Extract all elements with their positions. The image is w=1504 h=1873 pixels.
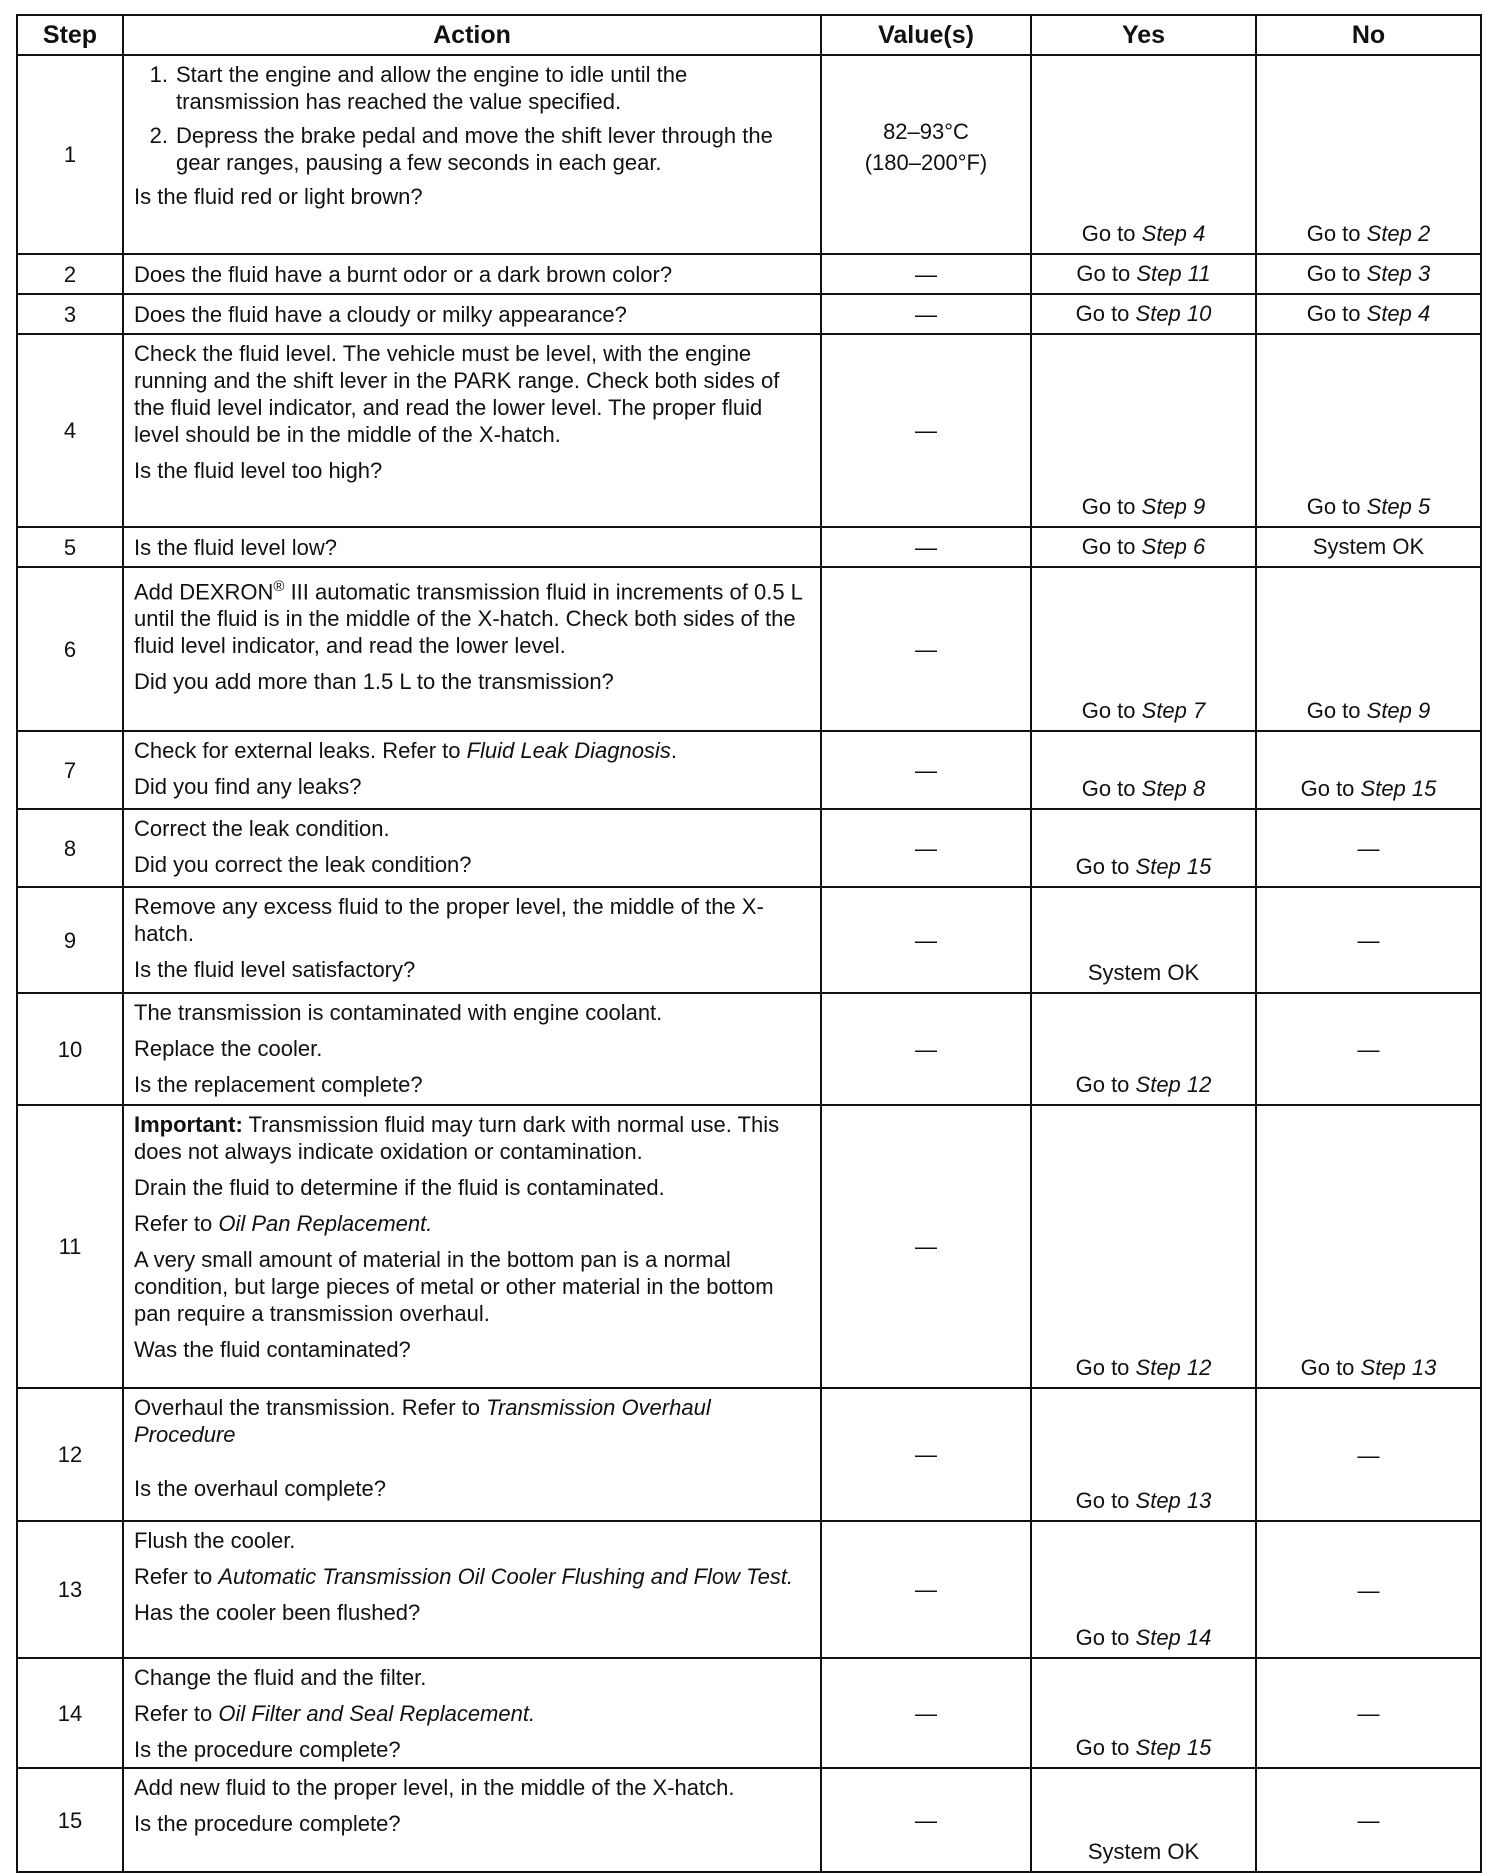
yes-step-number: 12	[1186, 1072, 1212, 1097]
go-to-link[interactable]	[1076, 1625, 1212, 1650]
yes-step-number: 9	[1193, 494, 1206, 519]
action-text	[134, 1563, 812, 1590]
value-dash: —	[821, 254, 1031, 294]
go-to-text: Go to	[1081, 221, 1142, 246]
yes-step-number: 12	[1186, 1355, 1212, 1380]
no-cell	[1256, 567, 1481, 731]
action-text	[134, 737, 812, 764]
action-question: Does the fluid have a burnt odor or a dark brown color?	[123, 254, 821, 294]
header-row	[17, 15, 1481, 55]
action-question: Is the overhaul complete?	[134, 1476, 386, 1501]
header-action: Action	[123, 15, 821, 55]
yes-system-ok: System OK	[1031, 1768, 1256, 1872]
go-to-link[interactable]	[1307, 301, 1431, 326]
yes-step-number: 8	[1193, 776, 1206, 801]
action-question: Is the replacement complete?	[134, 1072, 423, 1097]
go-to-link[interactable]	[1307, 698, 1431, 723]
action-question: Was the fluid contaminated?	[134, 1337, 411, 1362]
yes-cell	[1031, 55, 1256, 254]
action-cell	[123, 1105, 821, 1388]
reference-link[interactable]: Oil Filter and Seal Replacement.	[218, 1701, 536, 1726]
action-text: Add new fluid to the proper level, in the middle of the X-hatch.	[134, 1775, 735, 1800]
action-cell	[123, 334, 821, 527]
action-text: Depress the brake pedal and move the shift lever through the gear ranges, pausing a few seconds in each gear.	[176, 123, 773, 175]
yes-step-number: 4	[1193, 221, 1206, 246]
go-to-link[interactable]	[1301, 776, 1437, 801]
yes-system-ok: System OK	[1031, 887, 1256, 993]
step-number: 7	[17, 731, 123, 809]
table-row	[17, 567, 1481, 731]
step-number: 5	[17, 527, 123, 567]
step-word: Step	[1141, 776, 1194, 801]
go-to-text: Go to	[1306, 494, 1367, 519]
action-text: Correct the leak condition.	[134, 816, 390, 841]
list-number: 1.	[149, 62, 168, 87]
step-word: Step	[1135, 1488, 1187, 1513]
go-to-link[interactable]	[1082, 698, 1206, 723]
value-dash: —	[821, 809, 1031, 887]
go-to-text: Go to	[1300, 1355, 1361, 1380]
go-to-text: Go to	[1300, 776, 1361, 801]
action-text: A very small amount of material in the bottom pan is a normal condition, but large pieces of metal or other material in the bottom pan require a transmission overhaul.	[134, 1247, 774, 1326]
reference-link[interactable]: Automatic Transmission Oil Cooler Flushing and Flow Test.	[218, 1564, 794, 1589]
go-to-link[interactable]	[1307, 494, 1431, 519]
no-step-number: 2	[1418, 221, 1431, 246]
yes-step-number: 15	[1186, 1735, 1212, 1760]
action-text-part: Refer to	[134, 1564, 219, 1589]
action-question: Is the procedure complete?	[134, 1811, 401, 1836]
action-text-part: III automatic transmission fluid in increments of 0.5 L until the fluid is in the middle of the X-hatch. Check both sides of the fluid level indicator, and read the lower level.	[134, 579, 803, 659]
action-cell	[123, 55, 821, 254]
value-dash: —	[821, 294, 1031, 334]
action-question: Did you add more than 1.5 L to the transmission?	[134, 669, 614, 695]
table-row	[17, 1658, 1481, 1768]
reference-link[interactable]: Transmission Overhaul Procedure	[134, 1395, 711, 1447]
important-text: Transmission fluid may turn dark with normal use. This does not always indicate oxidation or contamination.	[134, 1112, 780, 1164]
header-yes: Yes	[1031, 15, 1256, 55]
table-row	[17, 1388, 1481, 1521]
header-no: No	[1256, 15, 1481, 55]
go-to-text: Go to	[1075, 854, 1136, 879]
value-dash: —	[821, 527, 1031, 567]
step-word: Step	[1366, 698, 1419, 723]
no-cell	[1256, 334, 1481, 527]
value-dash: —	[821, 731, 1031, 809]
reference-link[interactable]: Oil Pan Replacement.	[218, 1211, 433, 1236]
go-to-text: Go to	[1306, 221, 1367, 246]
important-label: Important:	[134, 1112, 243, 1137]
no-dash: —	[1256, 1658, 1481, 1768]
yes-step-number: 13	[1186, 1488, 1212, 1513]
go-to-text: Go to	[1306, 261, 1367, 286]
table-row	[17, 254, 1481, 294]
step-number: 14	[17, 1658, 123, 1768]
step-word: Step	[1135, 1355, 1187, 1380]
step-number: 10	[17, 993, 123, 1105]
action-text	[134, 1700, 812, 1727]
no-cell	[1256, 254, 1481, 294]
go-to-text: Go to	[1081, 698, 1142, 723]
header-step: Step	[17, 15, 123, 55]
yes-cell	[1031, 527, 1256, 567]
action-cell	[123, 567, 821, 731]
go-to-link[interactable]	[1082, 221, 1206, 246]
action-text: Start the engine and allow the engine to idle until the transmission has reached the value specified.	[176, 62, 688, 114]
value-cell	[821, 55, 1031, 254]
value-celsius: 82–93°C	[883, 119, 969, 144]
action-text: Check the fluid level. The vehicle must be level, with the engine running and the shift lever in the PARK range. Check both sides of the fluid level indicator, and read the lower level. The proper fluid level should be in the middle of the X-hatch.	[134, 341, 780, 447]
go-to-text: Go to	[1081, 534, 1142, 559]
yes-step-number: 10	[1186, 301, 1212, 326]
action-cell	[123, 731, 821, 809]
reference-link[interactable]: Fluid Leak Diagnosis	[466, 738, 671, 763]
value-dash: —	[821, 1658, 1031, 1768]
table-row	[17, 1105, 1481, 1388]
important-note	[134, 1111, 812, 1165]
yes-cell	[1031, 809, 1256, 887]
action-text: Replace the cooler.	[134, 1036, 323, 1061]
yes-step-number: 15	[1186, 854, 1212, 879]
value-dash: —	[821, 1388, 1031, 1521]
value-fahrenheit: (180–200°F)	[864, 150, 988, 175]
yes-step-number: 7	[1193, 698, 1206, 723]
value-dash: —	[821, 1521, 1031, 1658]
action-text-part: Overhaul the transmission. Refer to	[134, 1395, 487, 1420]
no-step-number: 13	[1411, 1355, 1437, 1380]
action-text	[134, 1394, 812, 1448]
go-to-link[interactable]	[1307, 221, 1431, 246]
go-to-text: Go to	[1075, 301, 1136, 326]
yes-cell	[1031, 1105, 1256, 1388]
action-cell	[123, 1658, 821, 1768]
no-step-number: 15	[1411, 776, 1437, 801]
step-number: 2	[17, 254, 123, 294]
go-to-text: Go to	[1075, 1625, 1136, 1650]
yes-cell	[1031, 294, 1256, 334]
yes-step-number: 14	[1186, 1625, 1212, 1650]
yes-cell	[1031, 1388, 1256, 1521]
go-to-text: Go to	[1075, 1072, 1136, 1097]
go-to-link[interactable]	[1307, 261, 1431, 286]
go-to-text: Go to	[1075, 1488, 1136, 1513]
step-number: 12	[17, 1388, 123, 1521]
action-text: Change the fluid and the filter.	[134, 1665, 427, 1690]
action-question: Is the fluid red or light brown?	[134, 184, 423, 209]
step-number: 6	[17, 567, 123, 731]
go-to-text: Go to	[1076, 261, 1137, 286]
action-text: The transmission is contaminated with engine coolant.	[134, 1000, 663, 1025]
step-word: Step	[1366, 301, 1419, 326]
no-dash: —	[1256, 1521, 1481, 1658]
step-word: Step	[1136, 261, 1188, 286]
action-cell	[123, 1768, 821, 1872]
yes-cell	[1031, 1521, 1256, 1658]
registered-mark: ®	[273, 578, 285, 595]
table-row	[17, 55, 1481, 254]
no-system-ok: System OK	[1256, 527, 1481, 567]
action-text	[134, 573, 812, 659]
no-step-number: 5	[1418, 494, 1431, 519]
no-cell	[1256, 294, 1481, 334]
step-word: Step	[1366, 261, 1419, 286]
go-to-link[interactable]	[1301, 1355, 1437, 1380]
value-dash: —	[821, 1105, 1031, 1388]
step-number: 8	[17, 809, 123, 887]
no-step-number: 9	[1418, 698, 1431, 723]
action-text-part: Refer to	[134, 1211, 219, 1236]
step-word: Step	[1141, 494, 1194, 519]
table-row	[17, 1521, 1481, 1658]
action-text: Drain the fluid to determine if the fluid is contaminated.	[134, 1175, 665, 1200]
table-row	[17, 527, 1481, 567]
no-cell	[1256, 731, 1481, 809]
action-text-part: Refer to	[134, 1701, 219, 1726]
action-question: Is the fluid level too high?	[134, 458, 383, 483]
step-word: Step	[1135, 301, 1187, 326]
step-number: 9	[17, 887, 123, 993]
value-dash: —	[821, 993, 1031, 1105]
action-cell	[123, 887, 821, 993]
yes-cell	[1031, 254, 1256, 294]
step-word: Step	[1360, 1355, 1412, 1380]
yes-cell	[1031, 1658, 1256, 1768]
action-text: Flush the cooler.	[134, 1528, 296, 1553]
spacer	[134, 1457, 812, 1475]
action-text-part: Check for external leaks. Refer to	[134, 738, 467, 763]
list-number: 2.	[149, 123, 168, 148]
step-number: 11	[17, 1105, 123, 1388]
table-row	[17, 887, 1481, 993]
go-to-text: Go to	[1075, 1355, 1136, 1380]
action-text: Remove any excess fluid to the proper level, the middle of the X-hatch.	[134, 894, 764, 946]
step-word: Step	[1135, 1735, 1187, 1760]
go-to-text: Go to	[1075, 1735, 1136, 1760]
step-word: Step	[1141, 698, 1194, 723]
go-to-link[interactable]	[1082, 534, 1206, 559]
list-item	[134, 122, 812, 176]
step-word: Step	[1135, 854, 1187, 879]
action-cell	[123, 1521, 821, 1658]
value-dash: —	[821, 334, 1031, 527]
no-cell	[1256, 55, 1481, 254]
yes-step-number: 6	[1193, 534, 1206, 559]
step-word: Step	[1366, 494, 1419, 519]
go-to-link[interactable]	[1076, 261, 1210, 286]
step-number: 1	[17, 55, 123, 254]
table-row	[17, 294, 1481, 334]
yes-cell	[1031, 731, 1256, 809]
no-dash: —	[1256, 993, 1481, 1105]
step-number: 4	[17, 334, 123, 527]
yes-cell	[1031, 993, 1256, 1105]
step-number: 15	[17, 1768, 123, 1872]
action-question: Is the fluid level low?	[123, 527, 821, 567]
go-to-link[interactable]	[1076, 1488, 1212, 1513]
action-text-part: .	[670, 738, 677, 763]
go-to-link[interactable]	[1076, 301, 1212, 326]
list-item	[134, 61, 812, 115]
step-word: Step	[1366, 221, 1419, 246]
diagnostic-table	[16, 14, 1482, 1873]
go-to-link[interactable]	[1082, 494, 1206, 519]
go-to-text: Go to	[1081, 494, 1142, 519]
action-cell	[123, 993, 821, 1105]
go-to-text: Go to	[1306, 698, 1367, 723]
action-question: Has the cooler been flushed?	[134, 1600, 421, 1625]
go-to-link[interactable]	[1076, 1072, 1212, 1097]
go-to-text: Go to	[1306, 301, 1367, 326]
action-question: Is the fluid level satisfactory?	[134, 957, 416, 982]
step-word: Step	[1141, 534, 1194, 559]
yes-step-number: 11	[1187, 261, 1211, 286]
action-question: Is the procedure complete?	[134, 1737, 401, 1762]
table-row	[17, 993, 1481, 1105]
table-row	[17, 1768, 1481, 1872]
value-dash: —	[821, 1768, 1031, 1872]
table-row	[17, 731, 1481, 809]
go-to-link[interactable]	[1076, 854, 1212, 879]
step-word: Step	[1360, 776, 1412, 801]
value-dash: —	[821, 567, 1031, 731]
go-to-link[interactable]	[1076, 1355, 1212, 1380]
step-word: Step	[1135, 1072, 1187, 1097]
yes-cell	[1031, 334, 1256, 527]
value-dash: —	[821, 887, 1031, 993]
no-cell	[1256, 1105, 1481, 1388]
step-word: Step	[1141, 221, 1194, 246]
action-question: Did you find any leaks?	[134, 774, 362, 799]
action-text	[134, 1210, 812, 1237]
no-dash: —	[1256, 887, 1481, 993]
no-dash: —	[1256, 1768, 1481, 1872]
go-to-text: Go to	[1081, 776, 1142, 801]
yes-cell	[1031, 567, 1256, 731]
go-to-link[interactable]	[1076, 1735, 1212, 1760]
action-cell	[123, 1388, 821, 1521]
table-row	[17, 334, 1481, 527]
no-step-number: 3	[1418, 261, 1431, 286]
header-values: Value(s)	[821, 15, 1031, 55]
step-number: 13	[17, 1521, 123, 1658]
table-row	[17, 809, 1481, 887]
action-cell	[123, 809, 821, 887]
action-question: Does the fluid have a cloudy or milky appearance?	[123, 294, 821, 334]
no-dash: —	[1256, 809, 1481, 887]
no-step-number: 4	[1418, 301, 1431, 326]
action-text-part: Add DEXRON	[134, 579, 274, 605]
action-question: Did you correct the leak condition?	[134, 852, 472, 877]
step-number: 3	[17, 294, 123, 334]
go-to-link[interactable]	[1082, 776, 1206, 801]
step-word: Step	[1135, 1625, 1187, 1650]
no-dash: —	[1256, 1388, 1481, 1521]
